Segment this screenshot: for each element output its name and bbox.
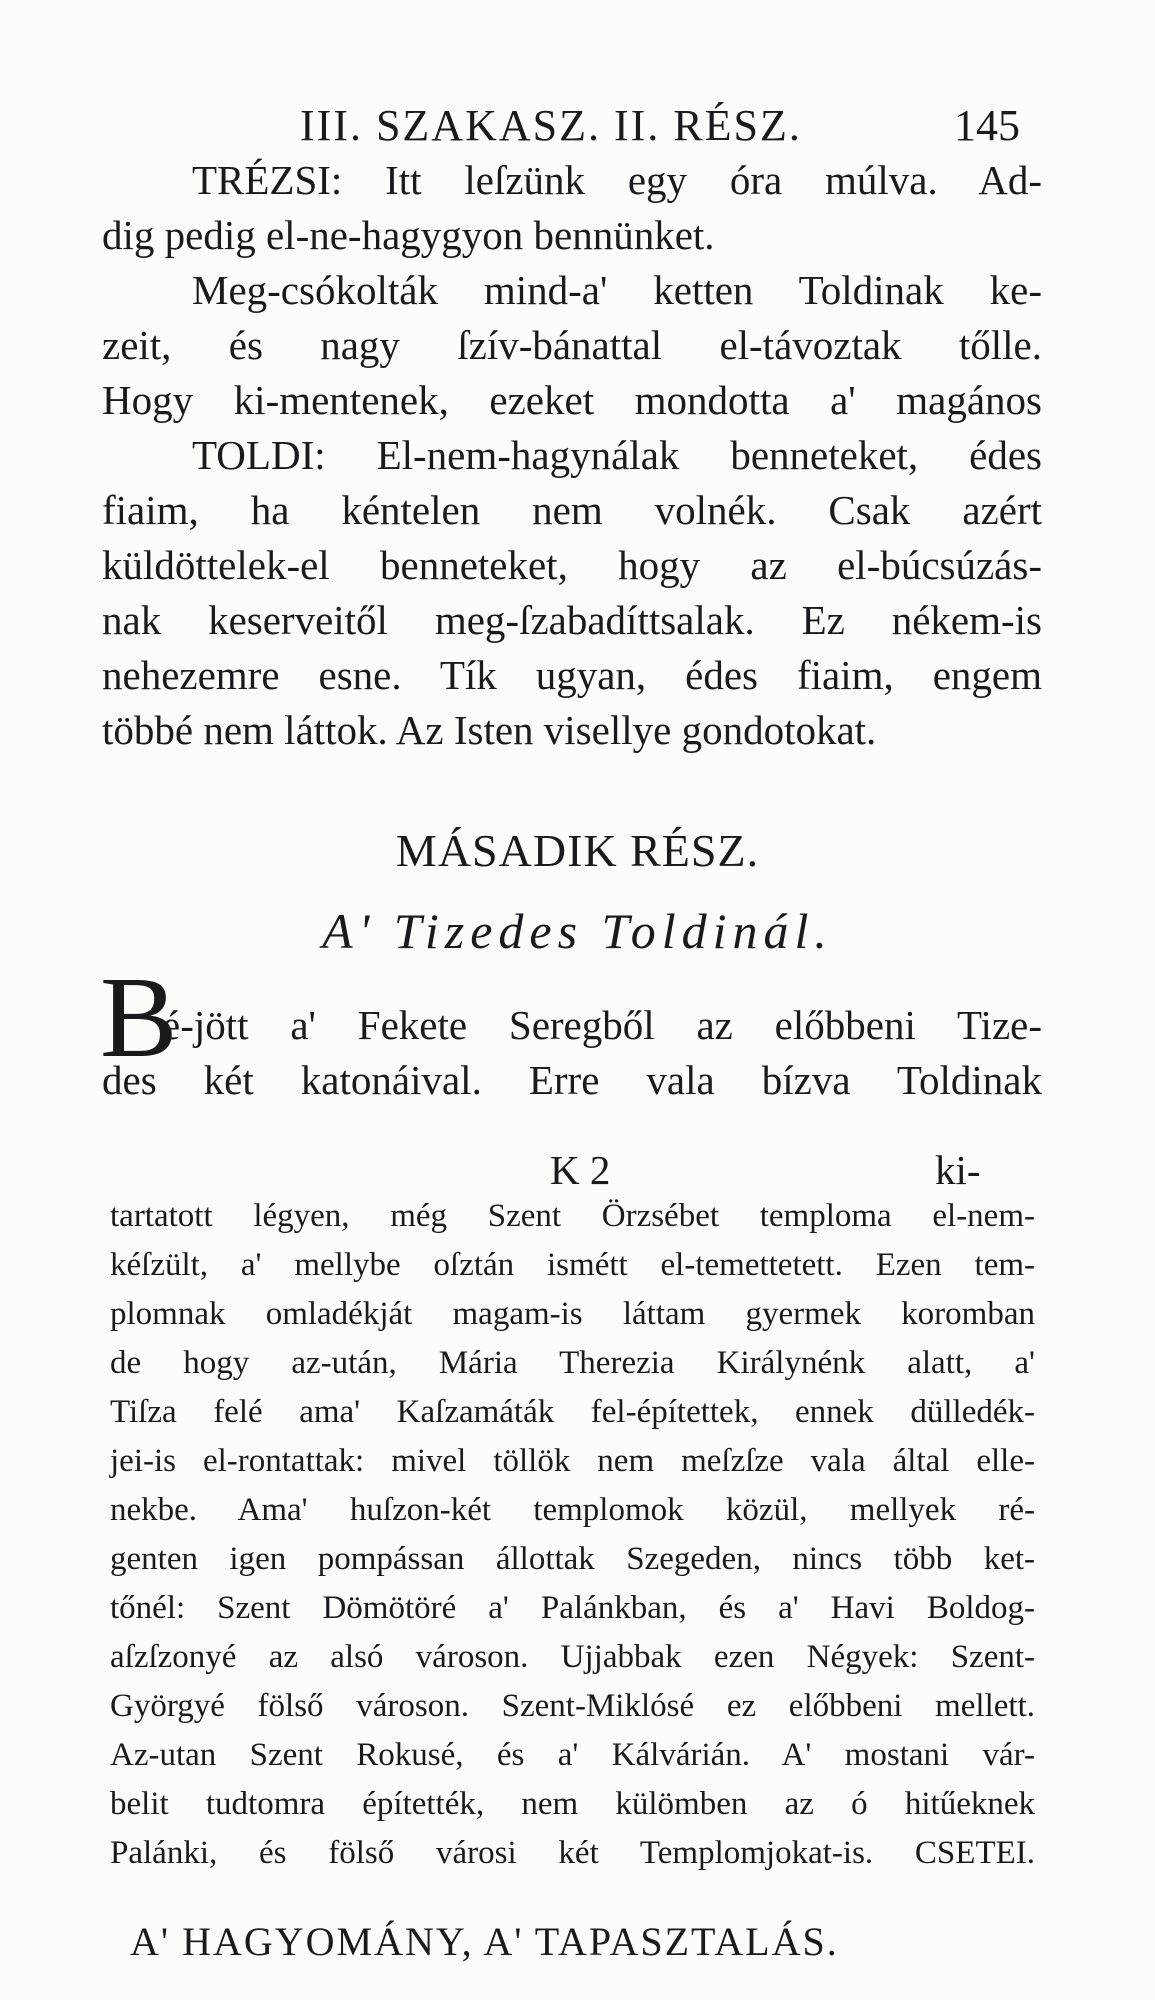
text-line: Hogy ki-mentenek, ezeket mondotta a' magános bbox=[102, 377, 1042, 423]
text-line: é-jött a' Fekete Seregből az előbbeni Tize- bbox=[162, 1002, 1042, 1048]
footnote-line: plomnak omladékját magam-is láttam gyermek koromban bbox=[110, 1296, 1035, 1332]
page-number: 145 bbox=[954, 101, 1020, 150]
text-line: TRÉZSI: Itt leſzünk egy óra múlva. Ad- bbox=[192, 157, 1042, 203]
running-title: III. SZAKASZ. II. RÉSZ. bbox=[300, 101, 802, 150]
footnote-line: Palánki, és fölső városi két Templomjokat-is. CSETEI. bbox=[110, 1835, 1035, 1871]
text-line: zeit, és nagy ſzív-bánattal el-távoztak tőlle. bbox=[102, 322, 1042, 368]
footnote-line: nekbe. Ama' huſzon-két templomok közül, mellyek ré- bbox=[110, 1492, 1035, 1528]
text-line: TOLDI: El-nem-hagynálak benneteket, édes bbox=[192, 432, 1042, 478]
text-line: küldöttelek-el benneteket, hogy az el-búcsúzás- bbox=[102, 542, 1042, 588]
text-line: dig pedig el-ne-hagygyon bennünket. bbox=[102, 212, 715, 258]
section-subheading: A' Tizedes Toldinál. bbox=[322, 903, 833, 959]
footnote-line: Györgyé fölső városon. Szent-Miklósé ez előbbeni mellett. bbox=[110, 1688, 1035, 1724]
catchword: ki- bbox=[935, 1147, 981, 1193]
text-line: fiaim, ha kéntelen nem volnék. Csak azért bbox=[102, 487, 1042, 533]
section-heading: MÁSADIK RÉSZ. bbox=[395, 825, 760, 876]
footnote-line: kéſzült, a' mellybe oſztán ismétt el-temettetett. Ezen tem- bbox=[110, 1247, 1035, 1283]
text-line: Meg-csókolták mind-a' ketten Toldinak ke- bbox=[192, 267, 1042, 313]
footnote-line: tőnél: Szent Dömötöré a' Palánkban, és a' Havi Boldog- bbox=[110, 1590, 1035, 1626]
signature-mark: K 2 bbox=[550, 1147, 611, 1193]
footnote-line: Az-utan Szent Rokusé, és a' Kálvárián. A' mostani vár- bbox=[110, 1737, 1035, 1773]
text-line: des két katonáival. Erre vala bízva Toldinak bbox=[102, 1057, 1042, 1103]
footnote-line: genten igen pompássan állottak Szegeden, nincs több ket- bbox=[110, 1541, 1035, 1577]
footnote-line: jei-is el-rontattak: mivel töllök nem meſzſze vala által elle- bbox=[110, 1443, 1035, 1479]
footnote-line: Tiſza felé ama' Kaſzamáták fel-építettek, ennek dülledék- bbox=[110, 1394, 1035, 1430]
footnote-line: de hogy az-után, Mária Therezia Királynénk alatt, a' bbox=[110, 1345, 1035, 1381]
footnote-line: tartatott légyen, még Szent Örzsébet temploma el-nem- bbox=[110, 1198, 1035, 1234]
footer-running-title: A' HAGYOMÁNY, A' TAPASZTALÁS. bbox=[130, 1919, 839, 1964]
text-line: többé nem láttok. Az Isten visellye gondotokat. bbox=[102, 707, 877, 753]
page-header bbox=[300, 100, 1020, 160]
text-line: nak keserveitől meg-ſzabadíttsalak. Ez nékem-is bbox=[102, 597, 1042, 643]
footnote-line: belit tudtomra építették, nem külömben az ó hitűeknek bbox=[110, 1786, 1035, 1822]
text-line: nehezemre esne. Tík ugyan, édes fiaim, engem bbox=[102, 652, 1042, 698]
drop-cap: B bbox=[100, 954, 178, 1082]
footnote-line: aſzſzonyé az alsó városon. Ujjabbak ezen Négyek: Szent- bbox=[110, 1639, 1035, 1675]
